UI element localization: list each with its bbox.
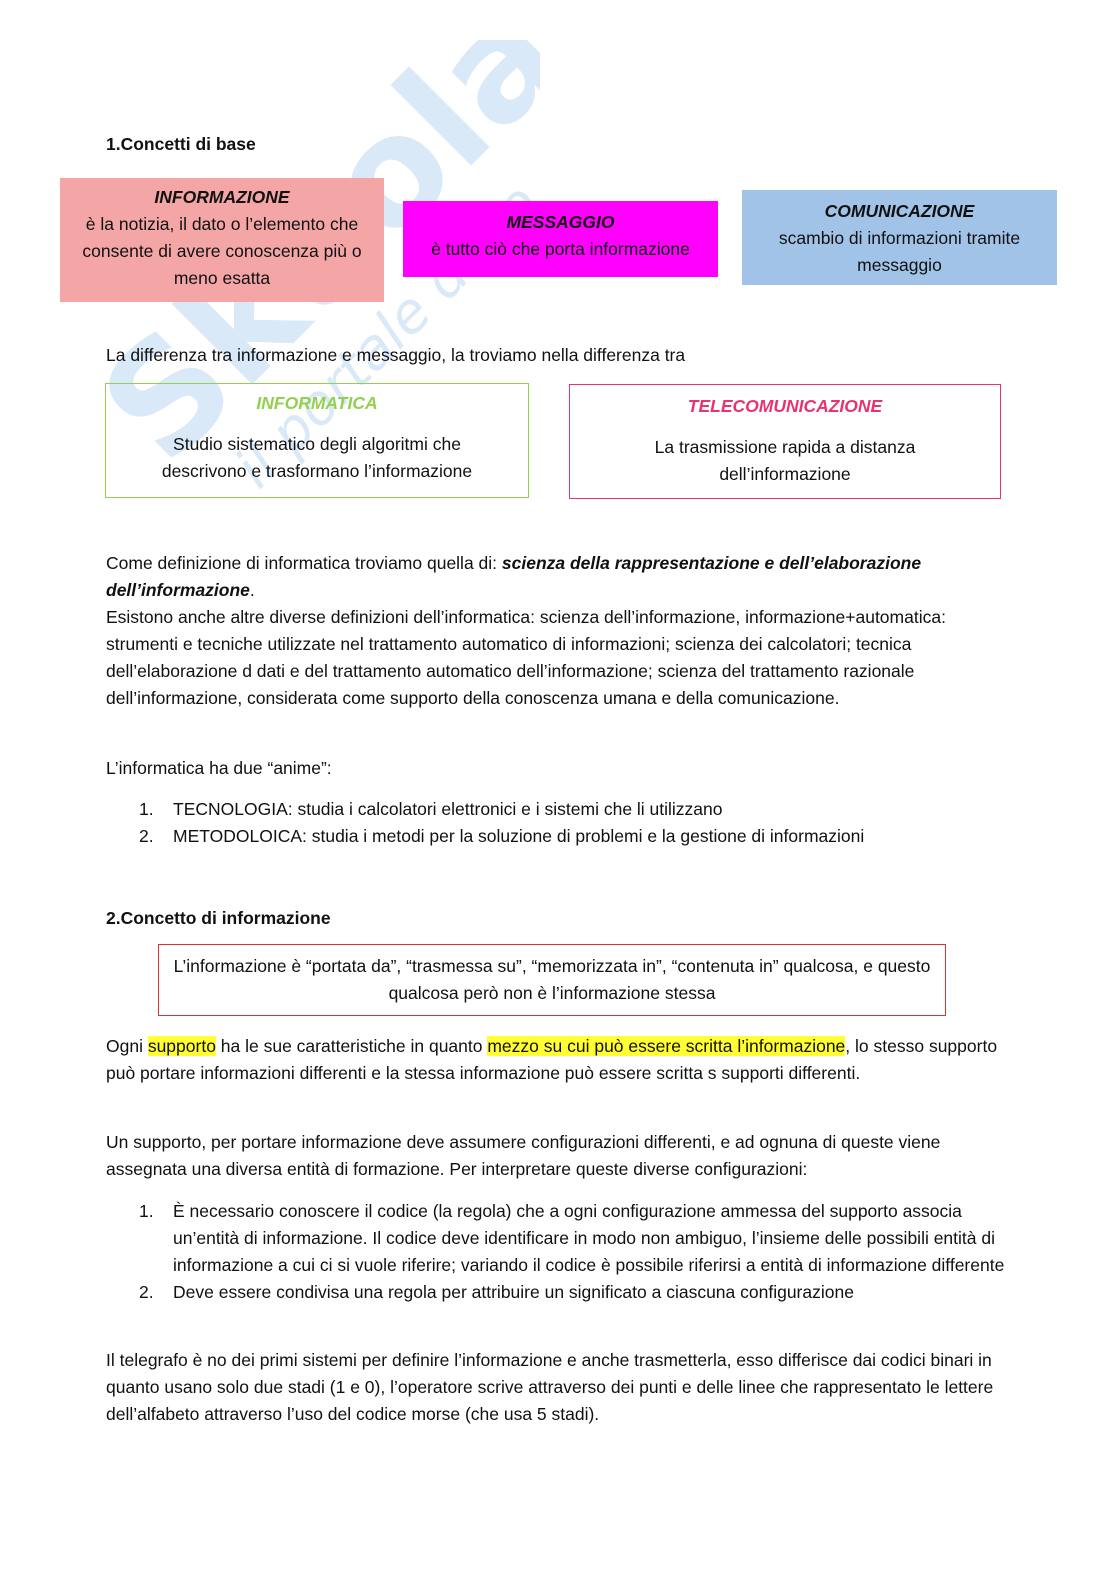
comunicazione-body: scambio di informazioni tramite messaggio <box>778 228 1021 275</box>
svg-text:il portale dello studente: il portale studente <box>222 40 540 501</box>
informatica-box <box>105 383 529 498</box>
definition-emphasis: scienza della rappresentazione e dell’elaborazione dell’informazione <box>106 553 922 600</box>
information-quote-box <box>158 944 946 1016</box>
highlight-supporto: supporto <box>147 1036 216 1056</box>
telecomunicazione-body: La trasmissione rapida a distanza dell’informazione <box>654 437 916 484</box>
messaggio-box <box>403 201 718 277</box>
configurations-paragraph: Un supporto, per portare informazione deve assumere configurazioni differenti, e ad ognuna di queste viene assegnata una diversa entità di formazione. Per interpretare queste diverse configurazioni: <box>106 1132 941 1179</box>
list-item: 1. È necessario conoscere il codice (la regola) che a ogni configurazione ammessa del supporto associa un’entità di informazione. Il codice deve identificare in modo non ambiguo, l’insieme delle possibili entità di informazione a cui ci si vuole riferire; variando il codice è possibile riferirsi a entità di informazione differente <box>139 1201 1005 1275</box>
comunicazione-title: COMUNICAZIONE <box>824 201 975 221</box>
anime-list <box>106 796 1006 850</box>
configurations-list <box>106 1198 1006 1306</box>
anime-intro: L’informatica ha due “anime”: <box>106 758 332 778</box>
difference-intro: La differenza tra informazione e messaggio, la troviamo nella differenza tra <box>106 345 686 365</box>
list-item: 2. METODOLOICA: studia i metodi per la soluzione di problemi e la gestione di informazioni <box>139 826 865 846</box>
support-paragraph: Ogni supporto ha le sue caratteristiche in quanto mezzo su cui può essere scritta l’informazione, lo stesso supporto può portare informazioni differenti e la stessa informazione può essere scritta s supporti differenti. <box>106 1036 998 1083</box>
list-item: 1. TECNOLOGIA: studia i calcolatori elettronici e i sistemi che li utilizzano <box>139 799 723 819</box>
messaggio-title: MESSAGGIO <box>506 212 615 232</box>
definition-suffix: . <box>249 580 255 600</box>
comunicazione-box <box>742 190 1057 285</box>
definition-paragraph <box>106 550 1006 604</box>
informatica-title: INFORMATICA <box>256 393 378 413</box>
section2-heading: 2.Concetto di informazione <box>106 908 331 928</box>
telegraph-paragraph: Il telegrafo è no dei primi sistemi per definire l’informazione e anche trasmetterla, esso differisce dai codici binari in quanto usano solo due stadi (1 e 0), l’operatore scrive attraverso dei punti e delle linee che rappresentato le lettere dell’alfabeto attraverso l’uso del codice morse (che usa 5 stadi). <box>106 1350 994 1424</box>
informazione-title: INFORMAZIONE <box>154 187 290 207</box>
other-definitions-paragraph: Esistono anche altre diverse definizioni dell’informatica: scienza dell’informazione, informazione+automatica: strumenti e tecniche utilizzate nel trattamento automatico di informazioni; scienza dei calcolatori; tecnica dell’elaborazione d dati e del trattamento automatico dell’informazione; scienza del trattamento razionale dell’informazione, considerata come supporto della conoscenza umana e della comunicazione. <box>106 607 946 708</box>
section1-heading: 1.Concetti di base <box>106 134 256 154</box>
informazione-box <box>60 178 384 302</box>
informatica-body: Studio sistematico degli algoritmi che descrivono e trasformano l’informazione <box>161 434 473 481</box>
telecomunicazione-title: TELECOMUNICAZIONE <box>687 396 883 416</box>
definition-prefix: Come definizione di informatica troviamo quella di: <box>106 553 502 573</box>
list-item: 2. Deve essere condivisa una regola per attribuire un significato a ciascuna configurazione <box>139 1282 854 1302</box>
information-quote: L’informazione è “portata da”, “trasmessa su”, “memorizzata in”, “contenuta in” qualcosa, e questo qualcosa però non è l’informazione stessa <box>173 956 931 1003</box>
highlight-mezzo: mezzo su cui può essere scritta l’informazione <box>487 1036 846 1056</box>
messaggio-body: è tutto ciò che porta informazione <box>431 239 690 259</box>
informazione-body: è la notizia, il dato o l’elemento che consente di avere conoscenza più o meno esatta <box>82 214 362 288</box>
telecomunicazione-box <box>569 384 1001 499</box>
